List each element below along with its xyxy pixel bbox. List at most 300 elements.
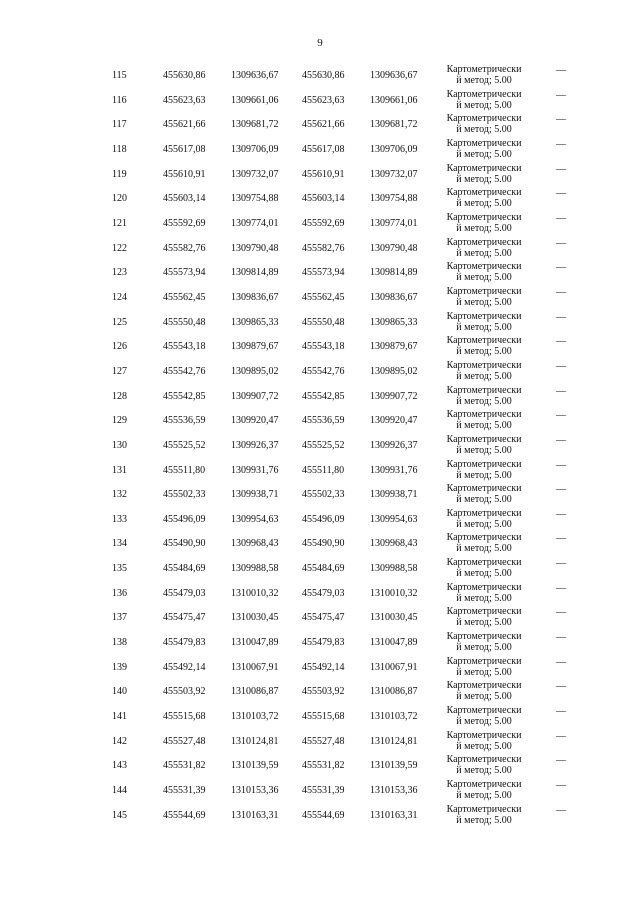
new-y-coordinate: 1310153,36 [370,785,418,797]
existing-x-coordinate: 455592,69 [163,217,206,229]
existing-x-coordinate: 455531,82 [163,760,206,772]
table-row [0,186,640,211]
existing-x-coordinate: 455475,47 [163,612,206,624]
new-x-coordinate: 455475,47 [302,612,345,624]
method-line-1: Картометрически [446,211,522,223]
method-line-1: Картометрически [446,803,522,815]
new-x-coordinate: 455582,76 [302,242,345,254]
table-row [0,260,640,285]
description-cell: — [556,311,566,323]
description-cell: — [556,212,566,224]
description-cell: — [556,89,566,101]
table-row [0,63,640,88]
existing-y-coordinate: 1310067,91 [231,661,279,673]
existing-y-coordinate: 1309968,43 [231,538,279,550]
method-cell [432,237,536,259]
description-cell: — [556,607,566,619]
method-line-1: Картометрически [446,779,522,791]
existing-y-coordinate: 1309790,48 [231,242,279,254]
method-line-2: й метод; 5.00 [456,469,512,481]
table-row [0,556,640,581]
new-x-coordinate: 455542,85 [302,390,345,402]
existing-y-coordinate: 1309774,01 [231,217,279,229]
point-number: 142 [112,735,127,747]
point-number: 131 [112,464,127,476]
table-row [0,729,640,754]
point-number: 129 [112,415,127,427]
existing-x-coordinate: 455617,08 [163,143,206,155]
point-number: 138 [112,637,127,649]
existing-x-coordinate: 455542,85 [163,390,206,402]
existing-y-coordinate: 1309938,71 [231,489,279,501]
method-line-1: Картометрически [446,187,522,199]
existing-y-coordinate: 1310047,89 [231,637,279,649]
existing-y-coordinate: 1309814,89 [231,267,279,279]
new-x-coordinate: 455479,03 [302,587,345,599]
new-x-coordinate: 455490,90 [302,538,345,550]
description-cell: — [556,804,566,816]
existing-y-coordinate: 1309920,47 [231,415,279,427]
description-cell: — [556,681,566,693]
method-line-2: й метод; 5.00 [456,222,512,234]
new-x-coordinate: 455603,14 [302,193,345,205]
existing-x-coordinate: 455502,33 [163,489,206,501]
method-cell [432,705,536,727]
existing-x-coordinate: 455610,91 [163,168,206,180]
table-row [0,531,640,556]
new-y-coordinate: 1309774,01 [370,217,418,229]
new-x-coordinate: 455479,83 [302,637,345,649]
new-x-coordinate: 455623,63 [302,94,345,106]
existing-x-coordinate: 455573,94 [163,267,206,279]
description-cell: — [556,780,566,792]
table-row [0,507,640,532]
coordinates-table [0,63,640,827]
point-number: 144 [112,785,127,797]
point-number: 137 [112,612,127,624]
description-cell: — [556,138,566,150]
point-number: 135 [112,563,127,575]
point-number: 126 [112,341,127,353]
existing-x-coordinate: 455542,76 [163,365,206,377]
new-y-coordinate: 1310103,72 [370,711,418,723]
table-row [0,334,640,359]
method-cell [432,606,536,628]
method-line-2: й метод; 5.00 [456,247,512,259]
new-y-coordinate: 1309681,72 [370,119,418,131]
table-row [0,384,640,409]
point-number: 136 [112,587,127,599]
existing-x-coordinate: 455536,59 [163,415,206,427]
method-line-2: й метод; 5.00 [456,173,512,185]
new-x-coordinate: 455496,09 [302,513,345,525]
existing-y-coordinate: 1310010,32 [231,587,279,599]
method-line-1: Картометрически [446,310,522,322]
existing-y-coordinate: 1309988,58 [231,563,279,575]
method-cell [432,508,536,530]
existing-y-coordinate: 1309954,63 [231,513,279,525]
description-cell: — [556,558,566,570]
existing-x-coordinate: 455490,90 [163,538,206,550]
table-row [0,753,640,778]
new-x-coordinate: 455617,08 [302,143,345,155]
method-line-2: й метод; 5.00 [456,296,512,308]
method-cell [432,532,536,554]
existing-y-coordinate: 1310153,36 [231,785,279,797]
method-line-2: й метод; 5.00 [456,568,512,580]
existing-x-coordinate: 455503,92 [163,686,206,698]
method-line-1: Картометрически [446,236,522,248]
method-line-1: Картометрически [446,680,522,692]
method-line-2: й метод; 5.00 [456,99,512,111]
method-line-2: й метод; 5.00 [456,346,512,358]
method-line-2: й метод; 5.00 [456,75,512,86]
new-y-coordinate: 1309926,37 [370,439,418,451]
description-cell: — [556,410,566,422]
description-cell: — [556,656,566,668]
point-number: 134 [112,538,127,550]
method-line-1: Картометрически [446,557,522,569]
existing-x-coordinate: 455621,66 [163,119,206,131]
new-y-coordinate: 1309706,09 [370,143,418,155]
new-x-coordinate: 455550,48 [302,316,345,328]
method-line-1: Картометрически [446,261,522,273]
point-number: 124 [112,291,127,303]
description-cell: — [556,262,566,274]
existing-x-coordinate: 455484,69 [163,563,206,575]
new-x-coordinate: 455503,92 [302,686,345,698]
method-cell [432,459,536,481]
method-cell [432,212,536,234]
new-x-coordinate: 455531,82 [302,760,345,772]
method-cell [432,680,536,702]
method-line-1: Картометрически [446,729,522,741]
table-row [0,803,640,828]
point-number: 120 [112,193,127,205]
existing-x-coordinate: 455496,09 [163,513,206,525]
existing-x-coordinate: 455525,52 [163,439,206,451]
method-line-2: й метод; 5.00 [456,765,512,777]
point-number: 123 [112,267,127,279]
new-y-coordinate: 1310124,81 [370,735,418,747]
point-number: 143 [112,760,127,772]
method-line-2: й метод; 5.00 [456,691,512,703]
point-number: 130 [112,439,127,451]
existing-y-coordinate: 1310030,45 [231,612,279,624]
new-y-coordinate: 1309920,47 [370,415,418,427]
existing-x-coordinate: 455582,76 [163,242,206,254]
new-y-coordinate: 1309931,76 [370,464,418,476]
method-line-1: Картометрически [446,409,522,421]
description-cell: — [556,360,566,372]
method-cell [432,656,536,678]
method-line-1: Картометрически [446,433,522,445]
method-line-1: Картометрически [446,606,522,618]
method-cell [432,631,536,653]
new-y-coordinate: 1310010,32 [370,587,418,599]
new-y-coordinate: 1310047,89 [370,637,418,649]
new-x-coordinate: 455621,66 [302,119,345,131]
new-x-coordinate: 455592,69 [302,217,345,229]
point-number: 117 [112,119,127,131]
new-x-coordinate: 455511,80 [302,464,345,476]
method-line-2: й метод; 5.00 [456,814,512,826]
description-cell: — [556,65,566,76]
method-cell [432,64,536,86]
point-number: 119 [112,168,127,180]
existing-y-coordinate: 1309706,09 [231,143,279,155]
table-row [0,482,640,507]
new-y-coordinate: 1309879,67 [370,341,418,353]
new-y-coordinate: 1310030,45 [370,612,418,624]
existing-x-coordinate: 455562,45 [163,291,206,303]
new-x-coordinate: 455630,86 [302,70,345,81]
new-y-coordinate: 1309907,72 [370,390,418,402]
method-line-2: й метод; 5.00 [456,494,512,506]
method-cell [432,385,536,407]
method-line-1: Картометрически [446,113,522,125]
existing-y-coordinate: 1310086,87 [231,686,279,698]
table-row [0,458,640,483]
new-x-coordinate: 455573,94 [302,267,345,279]
existing-y-coordinate: 1309931,76 [231,464,279,476]
table-row [0,704,640,729]
point-number: 145 [112,809,127,821]
method-cell [432,730,536,752]
description-cell: — [556,188,566,200]
point-number: 125 [112,316,127,328]
method-line-1: Картометрически [446,754,522,766]
method-cell [432,582,536,604]
description-cell: — [556,706,566,718]
existing-y-coordinate: 1310139,59 [231,760,279,772]
existing-x-coordinate: 455511,80 [163,464,206,476]
table-row [0,605,640,630]
description-cell: — [556,632,566,644]
method-line-2: й метод; 5.00 [456,370,512,382]
method-line-1: Картометрически [446,655,522,667]
method-cell [432,360,536,382]
table-row [0,285,640,310]
table-row [0,679,640,704]
description-cell: — [556,336,566,348]
method-line-2: й метод; 5.00 [456,716,512,728]
method-cell [432,409,536,431]
existing-x-coordinate: 455623,63 [163,94,206,106]
point-number: 116 [112,94,127,106]
existing-y-coordinate: 1309879,67 [231,341,279,353]
new-x-coordinate: 455492,14 [302,661,345,673]
method-line-1: Картометрически [446,359,522,371]
method-line-2: й метод; 5.00 [456,395,512,407]
point-number: 141 [112,711,127,723]
table-row [0,655,640,680]
point-number: 128 [112,390,127,402]
existing-y-coordinate: 1309895,02 [231,365,279,377]
description-cell: — [556,114,566,126]
method-cell [432,335,536,357]
existing-y-coordinate: 1309926,37 [231,439,279,451]
new-x-coordinate: 455502,33 [302,489,345,501]
description-cell: — [556,533,566,545]
table-row [0,236,640,261]
existing-y-coordinate: 1309636,67 [231,70,279,81]
table-row [0,162,640,187]
existing-y-coordinate: 1309681,72 [231,119,279,131]
existing-x-coordinate: 455550,48 [163,316,206,328]
existing-y-coordinate: 1309865,33 [231,316,279,328]
table-row [0,359,640,384]
method-line-2: й метод; 5.00 [456,444,512,456]
method-cell [432,286,536,308]
table-row [0,211,640,236]
existing-y-coordinate: 1309732,07 [231,168,279,180]
new-y-coordinate: 1309790,48 [370,242,418,254]
new-y-coordinate: 1309988,58 [370,563,418,575]
method-line-1: Картометрически [446,162,522,174]
point-number: 140 [112,686,127,698]
page-number: 9 [317,37,323,49]
method-line-1: Картометрически [446,64,522,75]
description-cell: — [556,582,566,594]
description-cell: — [556,459,566,471]
point-number: 127 [112,365,127,377]
description-cell: — [556,508,566,520]
point-number: 121 [112,217,127,229]
method-line-2: й метод; 5.00 [456,617,512,629]
point-number: 132 [112,489,127,501]
new-y-coordinate: 1310086,87 [370,686,418,698]
method-cell [432,138,536,160]
new-x-coordinate: 455527,48 [302,735,345,747]
table-row [0,137,640,162]
method-cell [432,483,536,505]
method-cell [432,311,536,333]
method-line-2: й метод; 5.00 [456,148,512,160]
new-x-coordinate: 455536,59 [302,415,345,427]
new-x-coordinate: 455515,68 [302,711,345,723]
new-x-coordinate: 455542,76 [302,365,345,377]
method-cell [432,163,536,185]
method-line-2: й метод; 5.00 [456,642,512,654]
existing-x-coordinate: 455544,69 [163,809,206,821]
new-y-coordinate: 1309732,07 [370,168,418,180]
description-cell: — [556,385,566,397]
method-line-1: Картометрически [446,532,522,544]
method-line-2: й метод; 5.00 [456,790,512,802]
method-cell [432,89,536,111]
existing-x-coordinate: 455479,03 [163,587,206,599]
existing-x-coordinate: 455492,14 [163,661,206,673]
method-line-1: Картометрически [446,507,522,519]
description-cell: — [556,434,566,446]
method-line-2: й метод; 5.00 [456,272,512,284]
new-y-coordinate: 1309865,33 [370,316,418,328]
method-line-2: й метод; 5.00 [456,420,512,432]
existing-y-coordinate: 1309907,72 [231,390,279,402]
new-y-coordinate: 1310067,91 [370,661,418,673]
method-line-2: й метод; 5.00 [456,740,512,752]
point-number: 139 [112,661,127,673]
new-x-coordinate: 455525,52 [302,439,345,451]
method-cell [432,779,536,801]
new-y-coordinate: 1309754,88 [370,193,418,205]
method-line-1: Картометрически [446,631,522,643]
new-y-coordinate: 1309636,67 [370,70,418,81]
method-line-1: Картометрически [446,335,522,347]
method-line-2: й метод; 5.00 [456,518,512,530]
new-y-coordinate: 1310163,31 [370,809,418,821]
existing-x-coordinate: 455543,18 [163,341,206,353]
method-line-1: Картометрически [446,88,522,100]
existing-x-coordinate: 455515,68 [163,711,206,723]
existing-x-coordinate: 455603,14 [163,193,206,205]
new-x-coordinate: 455531,39 [302,785,345,797]
new-y-coordinate: 1309938,71 [370,489,418,501]
existing-y-coordinate: 1310103,72 [231,711,279,723]
method-line-2: й метод; 5.00 [456,592,512,604]
point-number: 133 [112,513,127,525]
new-y-coordinate: 1309814,89 [370,267,418,279]
new-x-coordinate: 455544,69 [302,809,345,821]
existing-y-coordinate: 1310124,81 [231,735,279,747]
method-cell [432,804,536,826]
method-line-1: Картометрически [446,581,522,593]
table-row [0,581,640,606]
existing-x-coordinate: 455531,39 [163,785,206,797]
description-cell: — [556,755,566,767]
new-y-coordinate: 1310139,59 [370,760,418,772]
table-row [0,310,640,335]
method-line-1: Картометрически [446,384,522,396]
method-line-2: й метод; 5.00 [456,543,512,555]
existing-y-coordinate: 1309836,67 [231,291,279,303]
new-x-coordinate: 455610,91 [302,168,345,180]
description-cell: — [556,286,566,298]
point-number: 118 [112,143,127,155]
existing-x-coordinate: 455630,86 [163,70,206,81]
description-cell: — [556,730,566,742]
new-y-coordinate: 1309661,06 [370,94,418,106]
existing-y-coordinate: 1310163,31 [231,809,279,821]
table-row [0,433,640,458]
description-cell: — [556,484,566,496]
method-cell [432,187,536,209]
method-cell [432,113,536,135]
new-y-coordinate: 1309954,63 [370,513,418,525]
description-cell: — [556,237,566,249]
method-line-2: й метод; 5.00 [456,666,512,678]
description-cell: — [556,163,566,175]
point-number: 122 [112,242,127,254]
method-line-2: й метод; 5.00 [456,321,512,333]
method-line-1: Картометрически [446,458,522,470]
new-y-coordinate: 1309895,02 [370,365,418,377]
method-cell [432,434,536,456]
table-row [0,778,640,803]
existing-y-coordinate: 1309661,06 [231,94,279,106]
new-y-coordinate: 1309968,43 [370,538,418,550]
method-line-1: Картометрически [446,483,522,495]
method-line-1: Картометрически [446,285,522,297]
existing-x-coordinate: 455527,48 [163,735,206,747]
table-row [0,88,640,113]
method-cell [432,754,536,776]
new-x-coordinate: 455562,45 [302,291,345,303]
table-row [0,408,640,433]
method-cell [432,557,536,579]
existing-x-coordinate: 455479,83 [163,637,206,649]
